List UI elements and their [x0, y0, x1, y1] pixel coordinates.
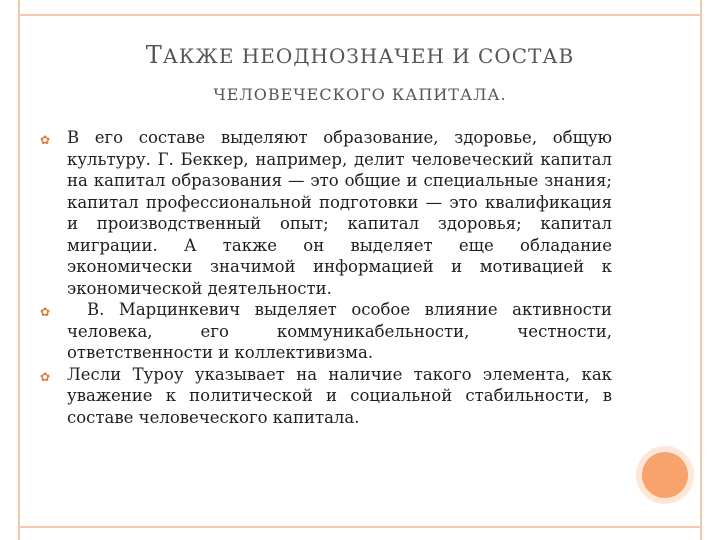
- bullet-item-3: [40, 364, 612, 429]
- bullet-circle-icon: ✿: [40, 305, 51, 319]
- bullet-text-2: В. Марцинкевич выделяет особое влияние активности человека, его коммуникабельности, честности, ответственности и коллективизма.: [67, 300, 612, 362]
- frame-top-line: [18, 14, 702, 16]
- slide-title-line1: ТАКЖЕ НЕОДНОЗНАЧЕН И СОСТАВ: [145, 41, 575, 69]
- bullet-item-1: [40, 127, 612, 299]
- bullet-text-3: Лесли Туроу указывает на наличие такого элемента, как уважение к политической и социальной стабильности, в составе человеческого капитала.: [67, 364, 612, 427]
- frame-bottom-line: [18, 526, 702, 528]
- slide-title: [0, 40, 720, 109]
- slide-content: [40, 127, 612, 428]
- bullet-item-2: [40, 299, 612, 364]
- bullet-circle-icon: ✿: [40, 133, 51, 147]
- bullet-text-1: В его составе выделяют образование, здоровье, общую культуру. Г. Беккер, например, делит человеческий капитал на капитал образования — это общие и специальные знания; капитал профессиональной подготовки — это квалификация и производственный опыт; капитал здоровья; капитал миграции. А также он выделяет еще обладание экономически значимой информацией и мотивацией к экономической деятельности.: [67, 128, 612, 298]
- slide-title-line2: ЧЕЛОВЕЧЕСКОГО КАПИТАЛА.: [213, 85, 507, 104]
- decorative-circle: [642, 452, 688, 498]
- bullet-circle-icon: ✿: [40, 369, 51, 384]
